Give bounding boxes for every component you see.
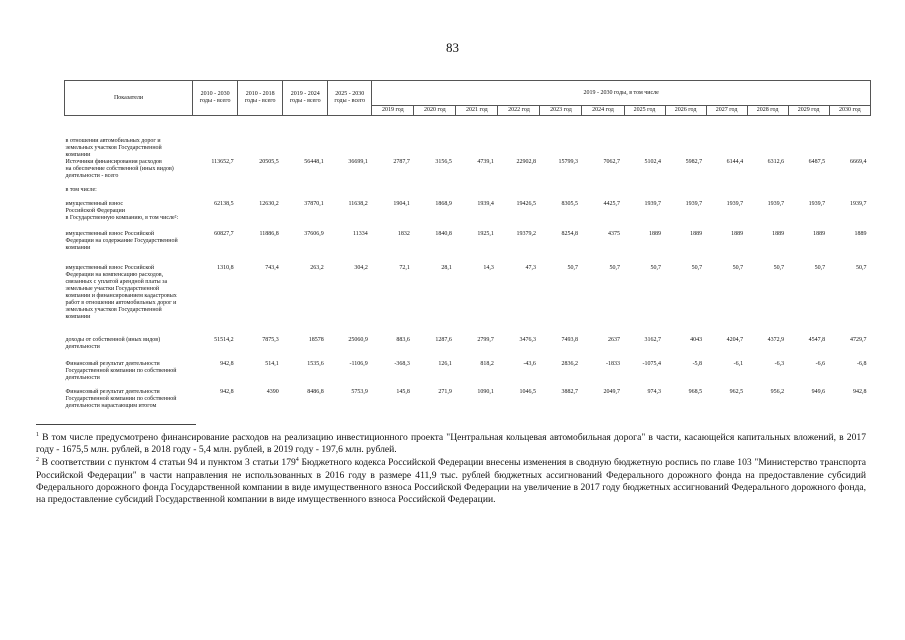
value-cell: 11334 xyxy=(353,231,368,237)
row-label-line: деятельности - всего xyxy=(65,173,119,179)
header-year: 2027 год xyxy=(706,106,747,116)
value-cell xyxy=(283,116,328,160)
value-cell: 1939,7 xyxy=(685,201,703,207)
row-label xyxy=(65,201,193,231)
value-cell: 50,7 xyxy=(691,265,703,271)
value-cell xyxy=(624,187,665,201)
row-label-line: земельных участков Государственной xyxy=(65,307,162,313)
value-cell: 18578 xyxy=(308,337,324,343)
table-row xyxy=(65,361,871,389)
value-cell: 2637 xyxy=(608,337,620,343)
value-cell xyxy=(540,116,582,160)
row-label-line: Источники финансирования расходов xyxy=(65,159,162,165)
value-cell: 22902,8 xyxy=(516,159,536,165)
row-label-line: Государственной компании по собственной xyxy=(65,396,177,402)
value-cell: 818,2 xyxy=(480,361,494,367)
value-cell: 942,8 xyxy=(853,389,867,395)
row-label xyxy=(65,361,193,389)
value-cell xyxy=(456,187,498,201)
value-cell xyxy=(193,116,238,160)
header-year: 2020 год xyxy=(414,106,456,116)
table-row xyxy=(65,337,871,361)
value-cell: 47,3 xyxy=(525,265,536,271)
row-label-line: на обеспечение собственной (иных видов) xyxy=(65,166,174,172)
row-label xyxy=(65,187,193,201)
value-cell: 6669,4 xyxy=(850,159,867,165)
row-label-line: имущественный взнос xyxy=(65,201,124,207)
row-label-line: Государственной компании по собственной xyxy=(65,368,177,374)
table-row xyxy=(65,187,871,201)
row-label-line: компании xyxy=(65,245,91,251)
value-cell: 2836,2 xyxy=(561,361,578,367)
footnote-2: $^2$ В соответствии с пунктом 4 статьи 94 и пунктом 3 статьи $179^4$ Бюджетного кодекса Российской Федерации внесены изменения в сводную бюджетную роспись по главе 103 "Министерство транспорта Российской Федерации" в части направления не использованных в 2016 году в размере 411,9 тыс. рублей бюджетных ассигнований Федерального дорожного фонда на предоставление субсидий Федерального дорожного фонда Государственной компании в виде имущественного взноса Российской Федерации на увеличение в 2017 году бюджетных ассигнований Федерального дорожного фонда, на предоставление субсидий Государственной компании в виде имущественного взноса Российской Федерации. xyxy=(36,457,866,506)
row-label xyxy=(65,389,193,419)
value-cell: 126,1 xyxy=(438,361,452,367)
row-label-line: Федерации на компенсацию расходов, xyxy=(65,272,164,278)
value-cell: -368,3 xyxy=(394,361,410,367)
value-cell xyxy=(624,116,665,160)
header-year: 2024 год xyxy=(582,106,624,116)
value-cell: 1310,8 xyxy=(217,265,234,271)
row-label xyxy=(65,159,193,187)
value-cell: 50,7 xyxy=(650,265,662,271)
value-cell: -1075,4 xyxy=(642,361,662,367)
value-cell: 50,7 xyxy=(567,265,578,271)
value-cell: 62138,5 xyxy=(214,201,234,207)
value-cell xyxy=(788,187,829,201)
value-cell: 2787,7 xyxy=(393,159,410,165)
value-cell xyxy=(238,116,283,160)
value-cell xyxy=(829,116,870,160)
value-cell: 8486,8 xyxy=(307,389,324,395)
value-cell: -6,3 xyxy=(774,361,785,367)
financing-table xyxy=(64,80,871,419)
value-cell: 50,7 xyxy=(814,265,826,271)
row-label xyxy=(65,265,193,337)
value-cell: 1287,6 xyxy=(435,337,452,343)
header-year-group: 2019 - 2030 годы, в том числе xyxy=(372,81,871,106)
table-row xyxy=(65,231,871,265)
value-cell: 113652,7 xyxy=(211,159,234,165)
value-cell: 3476,3 xyxy=(519,337,536,343)
value-cell: 6312,6 xyxy=(767,159,785,165)
value-cell xyxy=(372,187,414,201)
value-cell: 942,8 xyxy=(220,389,234,395)
value-cell: -6,8 xyxy=(857,361,867,367)
value-cell: 263,2 xyxy=(310,265,324,271)
value-cell xyxy=(747,116,788,160)
value-cell xyxy=(706,187,747,201)
value-cell: 11886,8 xyxy=(259,231,279,237)
value-cell: 5753,9 xyxy=(351,389,368,395)
value-cell: 50,7 xyxy=(609,265,620,271)
value-cell xyxy=(372,116,414,160)
value-cell: 962,5 xyxy=(729,389,744,395)
table-row xyxy=(65,159,871,187)
header-year: 2025 год xyxy=(624,106,665,116)
row-label-line: Финансовый результат деятельности xyxy=(65,389,160,395)
value-cell: 20505,5 xyxy=(259,159,279,165)
value-cell xyxy=(540,187,582,201)
value-cell: 7493,8 xyxy=(561,337,578,343)
row-label-line: в том числе: xyxy=(65,187,97,193)
header-year: 2026 год xyxy=(665,106,706,116)
value-cell: 6487,5 xyxy=(808,159,826,165)
value-cell: -43,6 xyxy=(523,361,536,367)
value-cell xyxy=(193,187,238,201)
value-cell xyxy=(498,187,540,201)
value-cell xyxy=(328,187,372,201)
value-cell: 1939,7 xyxy=(808,201,826,207)
value-cell: 1939,7 xyxy=(644,201,662,207)
value-cell xyxy=(665,187,706,201)
table-row xyxy=(65,116,871,160)
value-cell: -6,6 xyxy=(815,361,826,367)
value-cell: 2799,7 xyxy=(477,337,494,343)
value-cell: 37606,9 xyxy=(304,231,324,237)
footnote-mark: 1 xyxy=(36,431,39,438)
value-cell: 1889 xyxy=(690,231,703,237)
value-cell: 3156,5 xyxy=(435,159,452,165)
value-cell: 4372,9 xyxy=(767,337,785,343)
row-label-line: Федерации на содержание Государственной xyxy=(65,238,178,244)
header-total-2010-2018: 2010 - 2018 годы - всего xyxy=(238,81,283,116)
value-cell: 50,7 xyxy=(773,265,785,271)
value-cell xyxy=(582,187,624,201)
value-cell: 1868,9 xyxy=(435,201,452,207)
table-row xyxy=(65,389,871,419)
value-cell xyxy=(788,116,829,160)
value-cell: 974,3 xyxy=(647,389,662,395)
value-cell xyxy=(706,116,747,160)
row-label xyxy=(65,231,193,265)
footnote-separator xyxy=(36,424,196,425)
value-cell: 4425,7 xyxy=(603,201,620,207)
value-cell: 3882,7 xyxy=(561,389,578,395)
value-cell xyxy=(414,187,456,201)
row-label-line: компании xyxy=(65,314,91,320)
value-cell: 1889 xyxy=(854,231,867,237)
row-label-line: компании и финансированием кадастровых xyxy=(65,293,177,299)
value-cell xyxy=(456,116,498,160)
value-cell: 2049,7 xyxy=(603,389,620,395)
footnotes xyxy=(36,432,866,507)
value-cell: 56448,1 xyxy=(304,159,324,165)
value-cell: 145,8 xyxy=(396,389,410,395)
value-cell: 25060,9 xyxy=(348,337,368,343)
value-cell xyxy=(414,116,456,160)
value-cell: 4043 xyxy=(690,337,703,343)
value-cell: 1925,1 xyxy=(477,231,494,237)
value-cell: 949,6 xyxy=(811,389,826,395)
value-cell xyxy=(328,116,372,160)
value-cell xyxy=(829,187,870,201)
header-year: 2028 год xyxy=(747,106,788,116)
value-cell: 1840,8 xyxy=(435,231,452,237)
value-cell xyxy=(238,187,283,201)
footnote-1: $^1$ В том числе предусмотрено финансирование расходов на реализацию инвестиционного проекта "Центральная кольцевая автомобильная дорога" в части, касающейся капитальных вложений, в 2017 году - 1675,5 млн. рублей, в 2018 году - 5,4 млн. рублей, в 2019 году - 197,6 млн. рублей. xyxy=(36,431,866,456)
value-cell: 51514,2 xyxy=(214,337,234,343)
value-cell: 1535,6 xyxy=(307,361,324,367)
value-cell: 72,1 xyxy=(399,265,410,271)
header-total-2019-2024: 2019 - 2024 годы - всего xyxy=(283,81,328,116)
header-year: 2029 год xyxy=(788,106,829,116)
value-cell: -1106,9 xyxy=(349,361,368,367)
value-cell: 1832 xyxy=(397,231,410,237)
value-cell: 1889 xyxy=(649,231,662,237)
value-cell: 6144,4 xyxy=(726,159,744,165)
header-total-2025-2030: 2025 - 2030 годы - всего xyxy=(328,81,372,116)
value-cell: 3162,7 xyxy=(644,337,662,343)
value-cell: 19379,2 xyxy=(516,231,536,237)
row-label-line: связанных с уплатой арендной платы за xyxy=(65,279,168,285)
value-cell: 8305,5 xyxy=(561,201,578,207)
header-year: 2030 год xyxy=(829,106,870,116)
value-cell: 956,2 xyxy=(770,389,785,395)
table-row xyxy=(65,201,871,231)
value-cell: 8254,8 xyxy=(561,231,578,237)
page-number: 83 xyxy=(446,40,459,55)
value-cell: 942,8 xyxy=(220,361,234,367)
value-cell: -5,8 xyxy=(692,361,703,367)
header-indicator: Показатели xyxy=(65,81,193,116)
header-year: 2022 год xyxy=(498,106,540,116)
value-cell xyxy=(498,116,540,160)
value-cell: 968,5 xyxy=(688,389,703,395)
row-label-line: земельные участки Государственной xyxy=(65,286,160,292)
value-cell: 4375 xyxy=(608,231,620,237)
value-cell: 12630,2 xyxy=(259,201,279,207)
value-cell: 19426,5 xyxy=(516,201,536,207)
value-cell: 4729,7 xyxy=(850,337,867,343)
row-label-line: компании xyxy=(65,152,91,158)
value-cell: 1939,4 xyxy=(477,201,494,207)
value-cell: 1889 xyxy=(731,231,744,237)
row-label-line: Финансовый результат деятельности xyxy=(65,361,160,367)
table-header xyxy=(65,81,871,116)
value-cell: 7062,7 xyxy=(603,159,620,165)
row-label-line: деятельности нарастающим итогом xyxy=(65,403,157,409)
row-label-line: в отношении автомобильных дорог и xyxy=(65,138,161,144)
value-cell: -1833 xyxy=(606,361,620,367)
value-cell xyxy=(747,187,788,201)
value-cell: -6,1 xyxy=(733,361,744,367)
row-label-line: имущественный взнос Российской xyxy=(65,231,155,237)
value-cell: 1904,1 xyxy=(393,201,410,207)
value-cell: 743,4 xyxy=(265,265,279,271)
header-year: 2021 год xyxy=(456,106,498,116)
header-total-2010-2030: 2010 - 2030 годы - всего xyxy=(193,81,238,116)
value-cell: 50,7 xyxy=(732,265,744,271)
value-cell: 514,1 xyxy=(265,361,279,367)
row-label xyxy=(65,116,193,160)
value-cell: 50,7 xyxy=(856,265,867,271)
header-year: 2019 год xyxy=(372,106,414,116)
value-cell: 1939,7 xyxy=(767,201,785,207)
value-cell: 5982,7 xyxy=(685,159,703,165)
header-year: 2023 год xyxy=(540,106,582,116)
value-cell: 1939,7 xyxy=(850,201,867,207)
row-label-line: имущественный взнос Российской xyxy=(65,265,155,271)
value-cell: 11638,2 xyxy=(348,201,368,207)
value-cell: 883,6 xyxy=(396,337,410,343)
value-cell: 37870,1 xyxy=(304,201,324,207)
row-label-line: в Государственную компанию, в том числе²: xyxy=(65,215,179,221)
value-cell: 4739,1 xyxy=(477,159,494,165)
value-cell: 1889 xyxy=(813,231,826,237)
value-cell: 5102,4 xyxy=(644,159,662,165)
value-cell: 1046,5 xyxy=(519,389,536,395)
value-cell: 4547,8 xyxy=(808,337,826,343)
value-cell: 36699,1 xyxy=(348,159,368,165)
footnote-mark: 2 xyxy=(36,457,39,464)
table-row xyxy=(65,265,871,337)
value-cell: 4204,7 xyxy=(726,337,744,343)
value-cell: 15799,3 xyxy=(558,159,578,165)
row-label-line: доходы от собственной (иных видов) xyxy=(65,337,161,343)
value-cell: 304,2 xyxy=(354,265,368,271)
row-label-line: работ в отношении автомобильных дорог и xyxy=(65,300,177,306)
value-cell: 1889 xyxy=(772,231,785,237)
value-cell xyxy=(665,116,706,160)
value-cell: 60827,7 xyxy=(214,231,234,237)
value-cell xyxy=(582,116,624,160)
row-label-line: Российской Федерации xyxy=(65,208,125,214)
value-cell: 28,1 xyxy=(441,265,452,271)
value-cell: 1939,7 xyxy=(726,201,744,207)
value-cell: 14,3 xyxy=(483,265,494,271)
value-cell: 271,9 xyxy=(438,389,452,395)
value-cell: 4390 xyxy=(266,389,279,395)
row-label-line: деятельности xyxy=(65,344,100,350)
value-cell xyxy=(283,187,328,201)
row-label xyxy=(65,337,193,361)
row-label-line: деятельности xyxy=(65,375,100,381)
row-label-line: земельных участков Государственной xyxy=(65,145,162,151)
value-cell: 1090,1 xyxy=(477,389,494,395)
table-body xyxy=(65,116,871,420)
value-cell: 7875,3 xyxy=(262,337,279,343)
